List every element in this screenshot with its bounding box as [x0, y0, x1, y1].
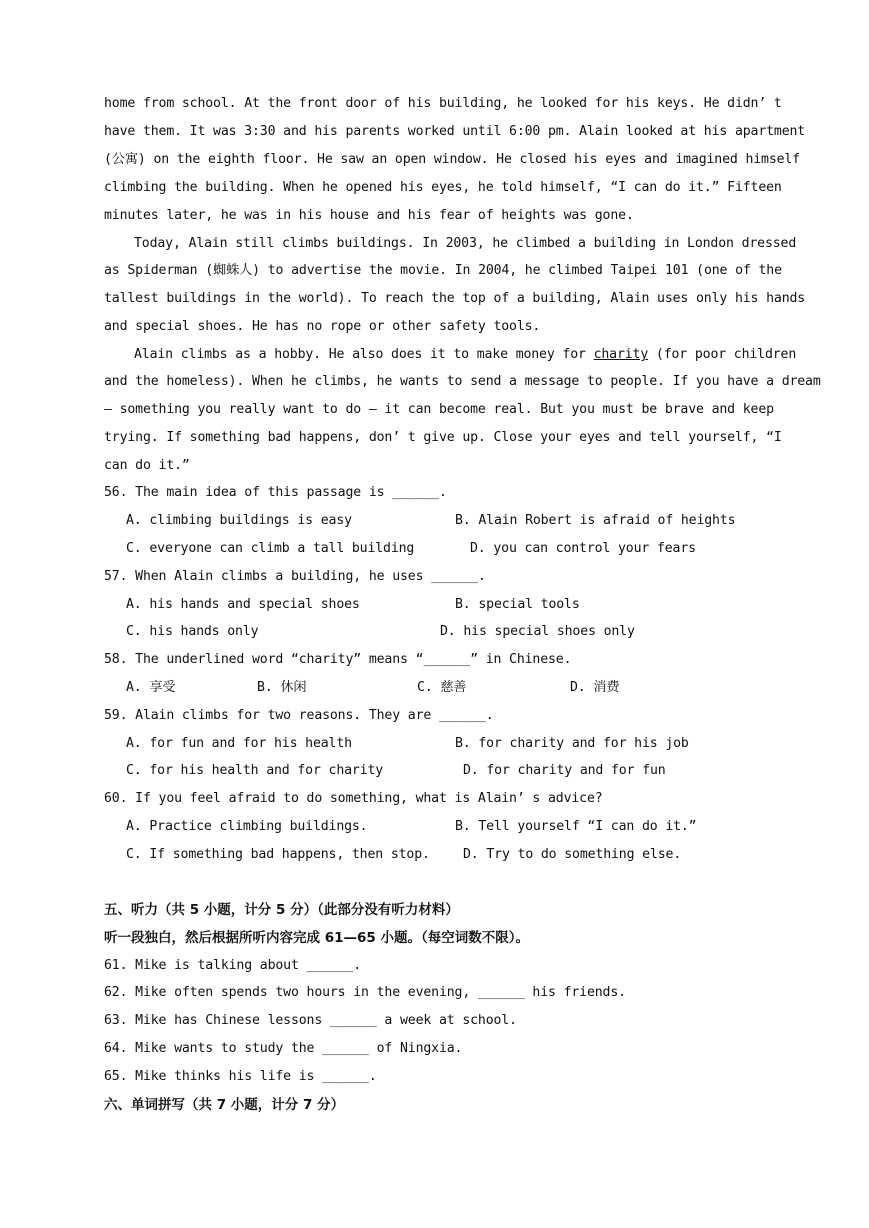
question-stem: 56. The main idea of this passage is ______.: [104, 485, 447, 500]
option-d: D. you can control your fears: [470, 541, 696, 556]
passage-line: and special shoes. He has no rope or other safety tools.: [104, 319, 541, 334]
passage-text: (for poor children: [648, 347, 797, 362]
option-d: D. 消费: [570, 680, 620, 695]
question-stem: 57. When Alain climbs a building, he uses ______.: [104, 569, 486, 584]
option-d: D. his special shoes only: [440, 624, 635, 639]
option-b: B. special tools: [455, 597, 580, 612]
option-b: B. Tell yourself “I can do it.”: [455, 819, 697, 834]
passage-line: (公寓) on the eighth floor. He saw an open window. He closed his eyes and imagined himself: [104, 152, 800, 167]
passage-line: Today, Alain still climbs buildings. In 2003, he climbed a building in London dressed: [134, 236, 797, 251]
option-b: B. for charity and for his job: [455, 736, 689, 751]
option-c: C. for his health and for charity: [126, 763, 384, 778]
passage-line: — something you really want to do — it can become real. But you must be brave and keep: [104, 402, 774, 417]
section-heading: 五、听力（共 5 小题，计分 5 分）（此部分没有听力材料）: [104, 902, 459, 918]
option-b: B. Alain Robert is afraid of heights: [455, 513, 736, 528]
passage-line: can do it.”: [104, 458, 190, 473]
passage-line: minutes later, he was in his house and his fear of heights was gone.: [104, 208, 634, 223]
passage-line: home from school. At the front door of his building, he looked for his keys. He didn’ t: [104, 96, 782, 111]
listening-item: 64. Mike wants to study the ______ of Ningxia.: [104, 1041, 463, 1056]
section-instruction: 听一段独白，然后根据所听内容完成 61—65 小题。（每空词数不限）。: [104, 930, 529, 946]
listening-item: 63. Mike has Chinese lessons ______ a week at school.: [104, 1013, 517, 1028]
option-a: A. 享受: [126, 680, 176, 695]
passage-line: tallest buildings in the world). To reach the top of a building, Alain uses only his hands: [104, 291, 806, 306]
passage-line: as Spiderman (蜘蛛人) to advertise the movie. In 2004, he climbed Taipei 101 (one of the: [104, 263, 782, 278]
underlined-word: charity: [593, 347, 649, 362]
option-a: A. Practice climbing buildings.: [126, 819, 368, 834]
option-c: C. everyone can climb a tall building: [126, 541, 415, 556]
section-heading: 六、单词拼写（共 7 小题，计分 7 分）: [104, 1097, 345, 1113]
passage-line: [134, 345, 796, 365]
passage-line: trying. If something bad happens, don’ t give up. Close your eyes and tell yourself, “I: [104, 430, 782, 445]
listening-item: 61. Mike is talking about ______.: [104, 958, 362, 973]
option-c: C. his hands only: [126, 624, 259, 639]
question-stem: 60. If you feel afraid to do something, what is Alain’ s advice?: [104, 791, 603, 806]
option-c: C. If something bad happens, then stop.: [126, 847, 430, 862]
option-b: B. 休闲: [257, 680, 307, 695]
passage-line: climbing the building. When he opened his eyes, he told himself, “I can do it.” Fifteen: [104, 180, 782, 195]
option-d: D. Try to do something else.: [463, 847, 682, 862]
option-d: D. for charity and for fun: [463, 763, 666, 778]
option-c: C. 慈善: [417, 680, 467, 695]
question-stem: 58. The underlined word “charity” means “______” in Chinese.: [104, 652, 572, 667]
listening-item: 62. Mike often spends two hours in the evening, ______ his friends.: [104, 985, 626, 1000]
listening-item: 65. Mike thinks his life is ______.: [104, 1069, 377, 1084]
passage-line: and the homeless). When he climbs, he wants to send a message to people. If you have a dream: [104, 374, 821, 389]
option-a: A. his hands and special shoes: [126, 597, 360, 612]
option-a: A. climbing buildings is easy: [126, 513, 352, 528]
option-a: A. for fun and for his health: [126, 736, 352, 751]
passage-line: have them. It was 3:30 and his parents worked until 6:00 pm. Alain looked at his apartment: [104, 124, 806, 139]
passage-text: Alain climbs as a hobby. He also does it to make money for: [134, 347, 594, 362]
question-stem: 59. Alain climbs for two reasons. They are ______.: [104, 708, 494, 723]
